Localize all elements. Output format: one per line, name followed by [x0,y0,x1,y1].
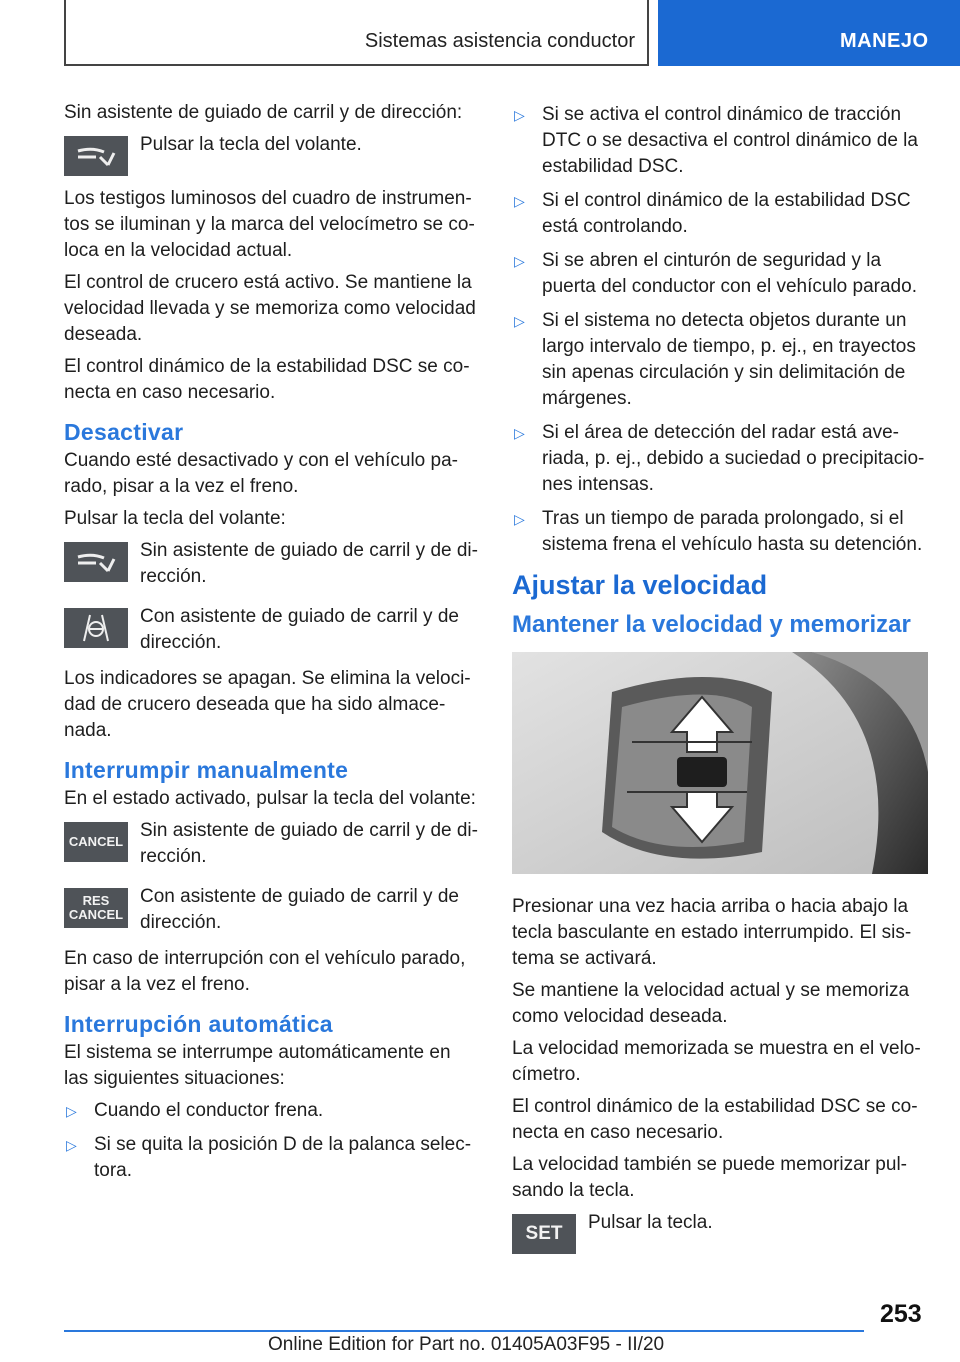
right-bullet-list [512,102,928,558]
cruise-control-icon [64,136,128,176]
res-label: RES [82,893,110,908]
intro-paragraph: Sin asistente de guiado de carril y de dirección: [64,102,463,123]
icon-row-res-cancel [64,884,478,936]
res-cancel-button-icon [64,888,128,928]
triangle-right-icon: ▷ [514,425,525,441]
icon-row-cruise [64,132,478,176]
triangle-right-icon: ▷ [514,511,525,527]
paragraph-r1: Presionar una vez hacia arriba o hacia abajo la tecla basculante en estado interrumpido. El sis-tema se activará. [512,896,912,969]
list-item: ▷ Si el sistema no detecta objetos durante un largo intervalo de tiempo, p. ej., en trayectos sin apenas circulación y sin delimitación de márgenes. [514,310,916,409]
list-item: ▷ Si el control dinámico de la estabilidad DSC está controlando. [514,190,911,237]
list-item: ▷ Cuando el conductor frena. [64,1098,478,1124]
right-column [512,100,928,1264]
header-section-box [64,0,649,66]
heading-desactivar: Desactivar [64,419,184,445]
paragraph-6: Los indicadores se apagan. Se elimina la veloci-dad de crucero deseada que ha sido almace-nada. [64,668,471,741]
footer-divider [64,1330,864,1332]
heading-ajustar-velocidad: Ajustar la velocidad [512,570,768,600]
steering-wheel-rocker-switch-image [512,652,928,874]
icon-row-cruise-text: Pulsar la tecla del volante. [140,134,362,155]
icon-row-res-cancel-text: Con asistente de guiado de carril y de dirección. [140,886,459,933]
paragraph-3: El control dinámico de la estabilidad DSC se co-necta en caso necesario. [64,356,470,403]
res-cancel-label: CANCEL [68,907,124,922]
icon-row-cancel-text: Sin asistente de guiado de carril y de di-rección. [140,820,478,867]
paragraph-r3: La velocidad memorizada se muestra en el velo-címetro. [512,1038,921,1085]
paragraph-r5: La velocidad también se puede memorizar pul-sando la tecla. [512,1154,907,1201]
set-label: SET [525,1223,563,1244]
icon-row-lane [64,604,478,656]
triangle-right-icon: ▷ [514,193,525,209]
paragraph-2: El control de crucero está activo. Se mantiene la velocidad llevada y se memoriza como velocidad deseada. [64,272,476,345]
heading-interrumpir: Interrumpir manualmente [64,757,349,783]
paragraph-8: En caso de interrupción con el vehículo parado, pisar a la vez el freno. [64,948,466,995]
triangle-right-icon: ▷ [514,313,525,329]
set-button-icon [512,1214,576,1254]
list-item: ▷ Si se quita la posición D de la palanca selec-tora. [66,1134,472,1181]
triangle-right-icon: ▷ [514,107,525,123]
icon-row-cancel [64,818,478,870]
triangle-right-icon: ▷ [514,253,525,269]
paragraph-1: Los testigos luminosos del cuadro de instrumen-tos se iluminan y la marca del velocímetro se co-loca en la velocidad actual. [64,188,475,261]
paragraph-7: En el estado activado, pulsar la tecla del volante: [64,788,476,809]
list-item: ▷ Si se activa el control dinámico de tracción DTC o se desactiva el control dinámico de la estabilidad DSC. [514,104,918,177]
cancel-button-icon [64,822,128,862]
left-bullet-list [64,1098,478,1184]
list-item: ▷ Si el área de detección del radar está ave-riada, p. ej., debido a suciedad o precipitacio-nes intensas. [514,422,925,495]
cruise-control-icon [64,542,128,582]
icon-row-set-text: Pulsar la tecla. [588,1212,713,1233]
list-item: ▷ Si se abren el cinturón de seguridad y la puerta del conductor con el vehículo parado. [514,250,917,297]
cancel-label: CANCEL [68,834,124,849]
footer-edition: Online Edition for Part no. 01405A03F95 - II/20 [268,1334,665,1355]
triangle-right-icon: ▷ [66,1103,77,1119]
icon-row-lane-text: Con asistente de guiado de carril y de dirección. [140,606,459,653]
left-column [64,100,478,1192]
list-item: ▷ Tras un tiempo de parada prolongado, si el sistema frena el vehículo hasta su detención. [514,508,923,555]
paragraph-r2: Se mantiene la velocidad actual y se memoriza como velocidad deseada. [512,980,910,1027]
triangle-right-icon: ▷ [66,1137,77,1153]
header-chapter-tab [658,0,960,66]
icon-row-cruise-2-text: Sin asistente de guiado de carril y de di-rección. [140,540,478,587]
paragraph-5: Pulsar la tecla del volante: [64,508,286,529]
heading-mantener-velocidad: Mantener la velocidad y memorizar [512,611,911,638]
lane-assist-icon [64,608,128,648]
heading-interrupcion-automatica: Interrupción automática [64,1011,333,1037]
paragraph-9: El sistema se interrumpe automáticamente en las siguientes situaciones: [64,1042,451,1089]
page-number: 253 [880,1300,922,1328]
header-section-title: Sistemas asistencia conductor [364,30,635,52]
paragraph-4: Cuando esté desactivado y con el vehículo pa-rado, pisar a la vez el freno. [64,450,458,497]
icon-row-set [512,1210,928,1254]
icon-row-cruise-2 [64,538,478,590]
header-chapter-label: MANEJO [840,30,929,52]
paragraph-r4: El control dinámico de la estabilidad DSC se co-necta en caso necesario. [512,1096,918,1143]
